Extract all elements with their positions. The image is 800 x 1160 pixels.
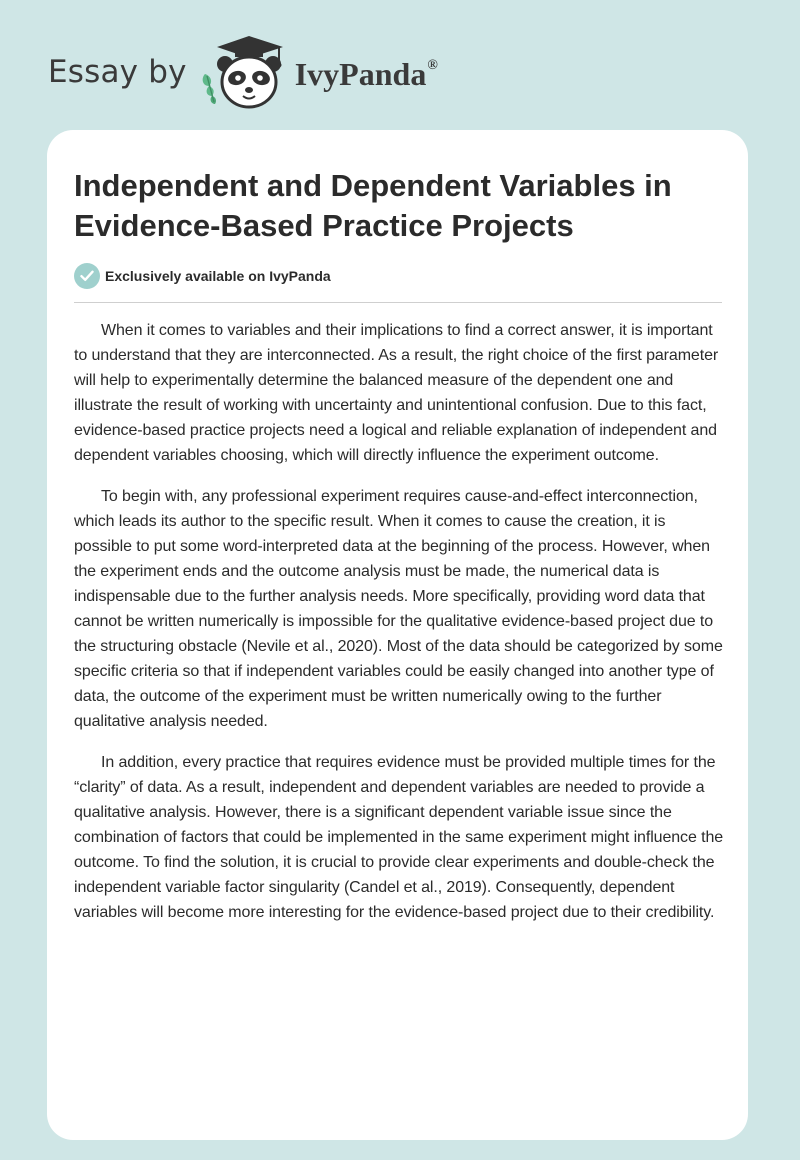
paragraph: In addition, every practice that requires evidence must be provided multiple times for the “clarity” of data. As a result, independent and dependent variables are needed to provide a qualitative analysis. However, there is a significant dependent variable issue since the combination of factors that could be implemented in the same experiment might influence the outcome. To find the solution, it is crucial to provide clear experiments and double-check the independent variable factor singularity (Candel et al., 2019). Consequently, dependent variables will become more interesting for the evidence-based project due to their credibility. [74, 754, 724, 921]
essay-card [47, 130, 748, 1140]
panda-graduate-icon[interactable] [199, 34, 291, 110]
paragraph: To begin with, any professional experiment requires cause-and-effect interconnection, which leads its author to the specific result. When it comes to cause the creation, it is possible to put some word-interpreted data at the beginning of the process. However, when the experiment ends and the outcome analysis must be made, the numerical data is indispensable due to the further analysis needs. More specifically, providing word data that cannot be written numerically is impossible for the qualitative evidence-based project due to the structuring obstacle (Nevile et al., 2020). Most of the data should be categorized by some specific criteria so that if independent variables could be easily changed into another type of data, the outcome of the experiment must be written numerically owing to the further qualitative analysis needed. [74, 488, 723, 730]
registered-mark: ® [427, 57, 438, 73]
essay-by-label: Essay by [48, 54, 187, 90]
exclusive-badge [74, 263, 331, 289]
check-icon [74, 263, 100, 289]
brand-name[interactable]: IvyPanda® [294, 55, 438, 92]
divider [74, 302, 722, 303]
badge-text: Exclusively available on IvyPanda [105, 268, 331, 284]
essay-body [74, 318, 724, 941]
site-header [48, 34, 438, 110]
paragraph: When it comes to variables and their implications to find a correct answer, it is important to understand that they are interconnected. As a result, the right choice of the first parameter will help to experimentally determine the balanced measure of the dependent one and illustrate the result of working with uncertainty and unintentional confusion. Due to this fact, evidence-based practice projects need a logical and reliable explanation of independent and dependent variables choosing, which will directly influence the experiment outcome. [74, 322, 719, 464]
ivy-leaf-icon [202, 74, 215, 104]
page-title: Independent and Dependent Variables in Evidence-Based Practice Projects [74, 168, 672, 243]
